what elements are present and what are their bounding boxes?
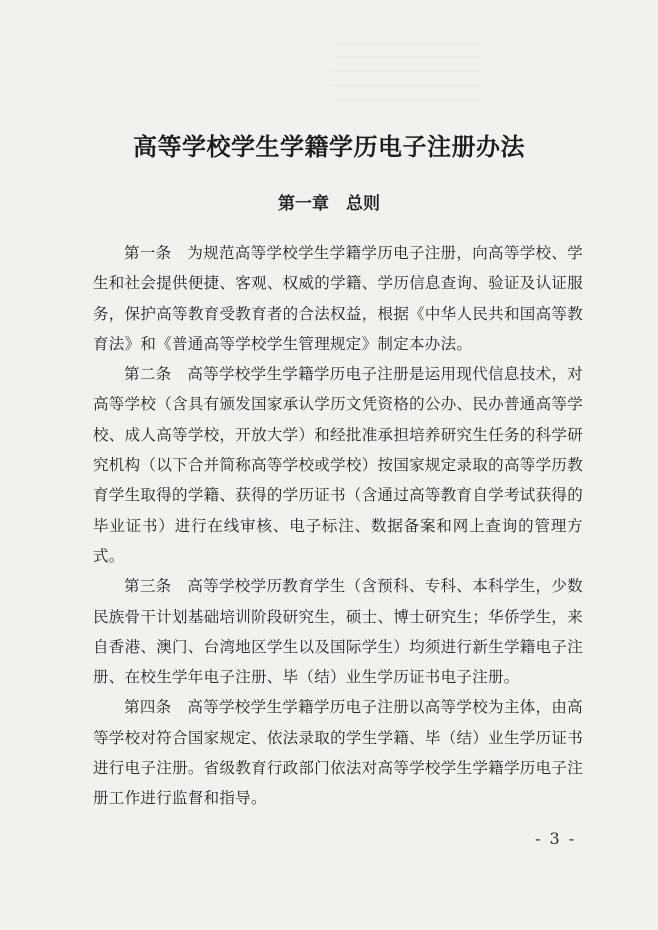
document-title: 高等学校学生学籍学历电子注册办法: [133, 132, 525, 161]
article-1-number: 第一条: [124, 244, 172, 262]
article-3: [93, 571, 583, 692]
article-3-text: 高等学校学历教育学生（含预科、专科、本科学生，少数民族骨干计划基础培训阶段研究生，硕士、博士研究生；华侨学生，来自香港、澳门、台湾地区学生以及国际学生）均须进行新生学籍电子注册、在校生学年电子注册、毕（结）业生学历证书电子注册。: [93, 577, 583, 687]
article-4-number: 第四条: [124, 698, 172, 717]
document-body: [93, 238, 583, 814]
article-3-number: 第三条: [124, 577, 172, 596]
article-4-text: 高等学校学生学籍学历电子注册以高等学校为主体，由高等学校对符合国家规定、依法录取的学生学籍、毕（结）业生学历证书进行电子注册。省级教育行政部门依法对高等学校学生学籍学历电子注册工作进行监督和指导。: [93, 698, 583, 808]
page-number: - 3 -: [535, 829, 577, 848]
article-1-text: 为规范高等学校学生学籍学历电子注册，向高等学校、学生和社会提供便捷、客观、权威的学籍、学历信息查询、验证及认证服务，保护高等教育受教育者的合法权益，根据《中华人民共和国高等教育法》和《普通高等学校学生管理规定》制定本办法。: [93, 244, 583, 353]
chapter-heading: 第一章 总则: [278, 194, 380, 214]
article-2: [93, 359, 583, 571]
article-1: [93, 238, 583, 359]
article-2-text: 高等学校学生学籍学历电子注册是运用现代信息技术，对高等学校（含具有颁发国家承认学历文凭资格的公办、民办普通高等学校、成人高等学校，开放大学）和经批准承担培养研究生任务的科学研究机构（以下合并简称高等学校或学校）按国家规定录取的高等学历教育学生取得的学籍、获得的学历证书（含通过高等教育自学考试获得的毕业证书）进行在线审核、电子标注、数据备案和网上查询的管理方式。: [93, 365, 583, 565]
article-2-number: 第二条: [124, 365, 172, 384]
article-4: [93, 692, 583, 813]
show-through-text: [330, 30, 480, 100]
